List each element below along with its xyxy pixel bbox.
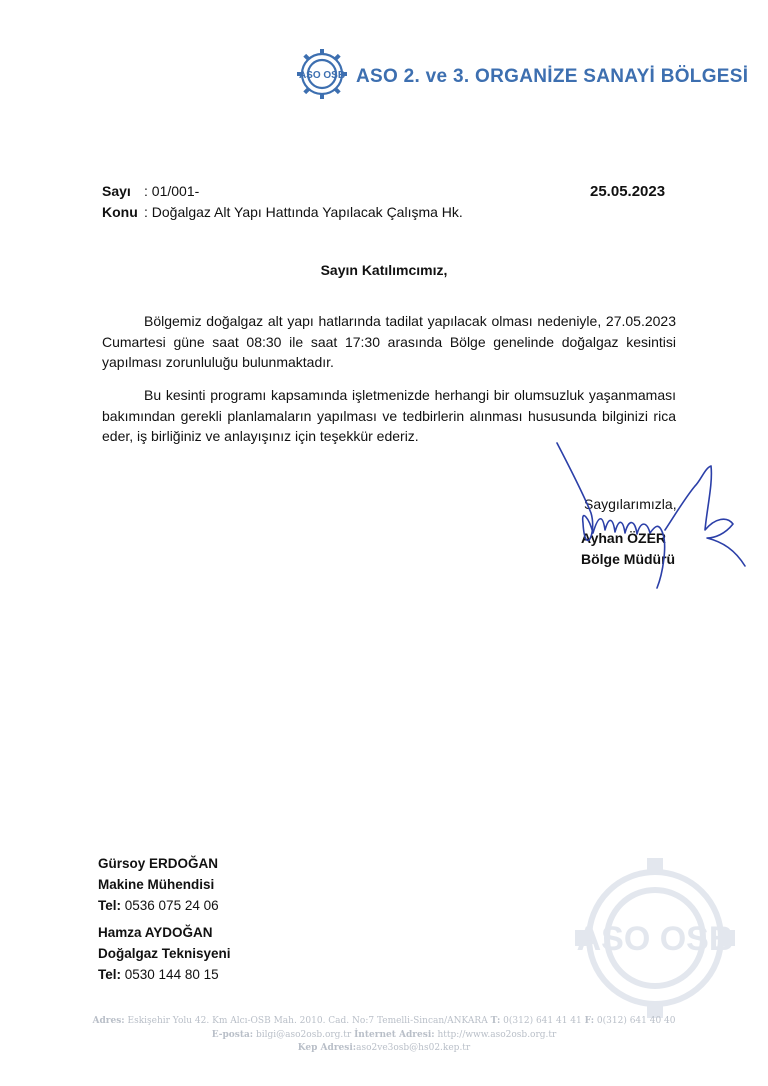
address-label: Adres: [92, 1016, 125, 1026]
contact-1-tel-label: Tel: [98, 898, 121, 913]
sayi-value: : 01/001- [144, 183, 200, 199]
footer-contact-line [0, 1030, 768, 1040]
contact-2-role: Doğalgaz Teknisyeni [98, 946, 231, 961]
aso-osb-logo [296, 48, 348, 100]
letter-date: 25.05.2023 [590, 183, 666, 200]
web-link[interactable]: http://www.aso2osb.org.tr [437, 1030, 557, 1040]
closing-text: Saygılarımızla, [584, 496, 677, 512]
contact-1 [98, 853, 219, 916]
contact-2-tel-label: Tel: [98, 967, 121, 982]
paragraph-2-text: Bu kesinti programı kapsamında işletmenizde herhangi bir olumsuzluk yaşanmaması bakımından gerekli planlamaların yapılması ve tedbirlerin alınması hususunda bilginizi rica eder, iş birliğiniz ve anlayışınız için teşekkür ederiz. [102, 387, 676, 444]
contact-2-phone [98, 964, 231, 985]
konu-value: : Doğalgaz Alt Yapı Hattında Yapılacak Çalışma Hk. [144, 204, 463, 220]
signer-title: Bölge Müdürü [581, 551, 676, 567]
contact-1-name: Gürsoy ERDOĞAN [98, 856, 219, 871]
fax-value: 0(312) 641 40 40 [596, 1016, 676, 1026]
reference-number-row [102, 183, 199, 199]
web-label: İnternet Adresi: [354, 1030, 435, 1040]
fax-label: F: [584, 1016, 595, 1026]
paragraph-1 [102, 311, 676, 373]
sayi-label: Sayı [102, 183, 131, 199]
salutation: Sayın Katılımcımız, [320, 262, 448, 278]
svg-text:ASO OSB: ASO OSB [576, 920, 734, 958]
subject-row [102, 204, 463, 220]
contact-2-tel: 0530 144 80 15 [124, 967, 219, 982]
contact-2-name: Hamza AYDOĞAN [98, 925, 213, 940]
contact-1-phone [98, 895, 219, 916]
contact-1-role: Makine Mühendisi [98, 877, 215, 892]
contact-2 [98, 922, 231, 985]
konu-label: Konu [102, 204, 138, 220]
email-label: E-posta: [211, 1030, 254, 1040]
kep-label: Kep Adresi: [297, 1043, 357, 1053]
watermark-logo [575, 858, 735, 1018]
handwritten-signature [555, 438, 755, 608]
kep-value: aso2ve3osb@hs02.kep.tr [356, 1043, 471, 1053]
paragraph-1-text: Bölgemiz doğalgaz alt yapı hatlarında tadilat yapılacak olması nedeniyle, 27.05.2023 Cumartesi güne saat 08:30 ile saat 17:30 arasında Bölge genelinde doğalgaz kesintisi yapılması zorunluluğu bulunmaktadır. [102, 313, 676, 370]
signer-name: Ayhan ÖZER [581, 530, 667, 546]
footer-address-line [0, 1016, 768, 1026]
phone-value: 0(312) 641 41 41 [503, 1016, 582, 1026]
phone-label: T: [490, 1016, 501, 1026]
footer-kep-line [0, 1043, 768, 1053]
address-value: Eskişehir Yolu 42. Km Alcı-OSB Mah. 2010. Cad. No:7 Temelli-Sincan/ANKARA [127, 1016, 488, 1026]
svg-text:ASO OSB: ASO OSB [298, 70, 346, 81]
organization-name: ASO 2. ve 3. ORGANİZE SANAYİ BÖLGESİ [356, 66, 749, 87]
contact-1-tel: 0536 075 24 06 [124, 898, 219, 913]
email-link[interactable]: bilgi@aso2osb.org.tr [256, 1030, 352, 1040]
